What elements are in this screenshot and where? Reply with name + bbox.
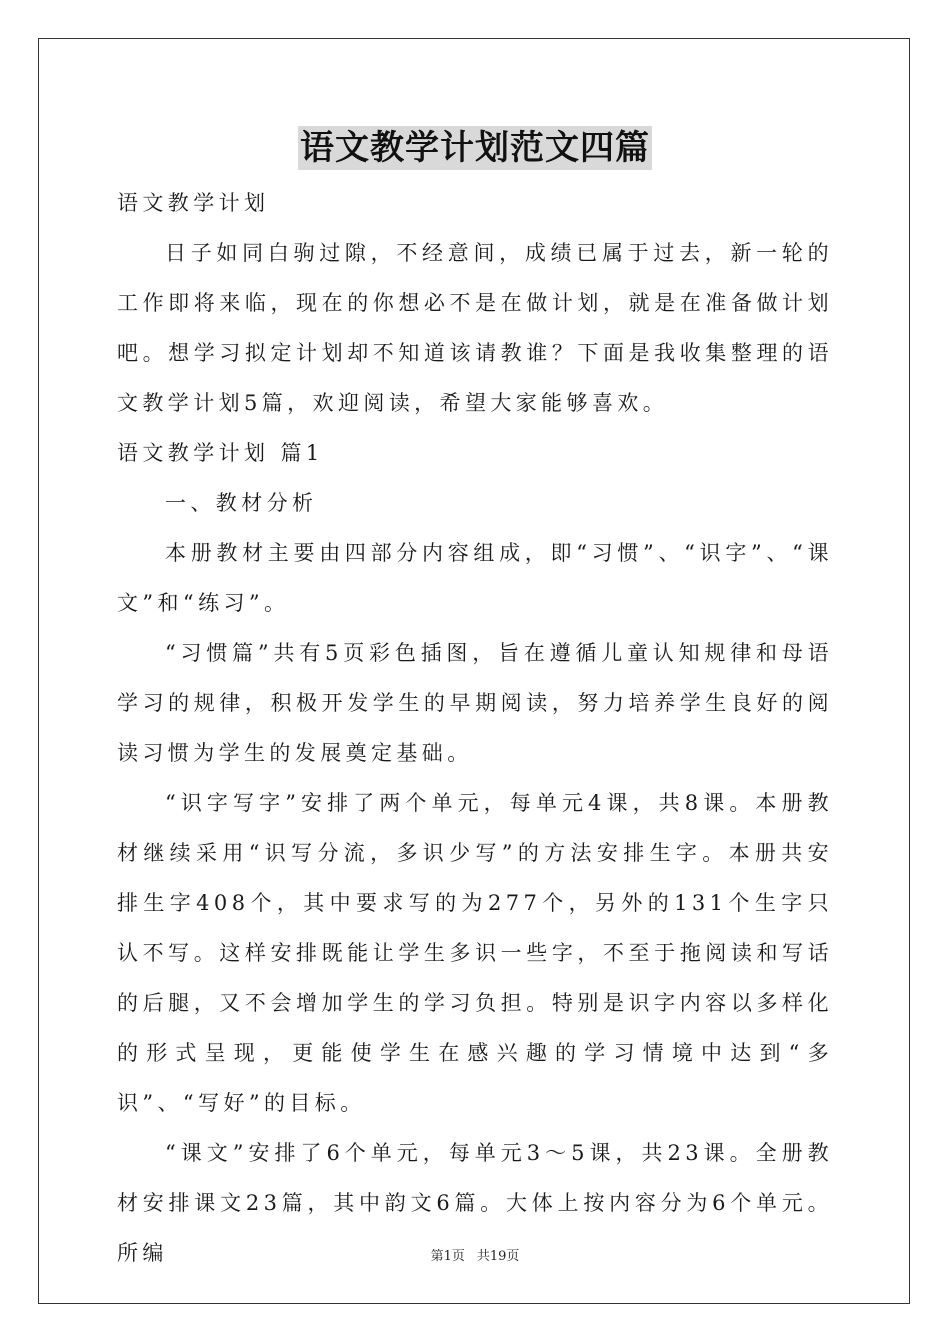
part-heading: 语文教学计划 篇1 bbox=[117, 441, 324, 465]
body-paragraph: “习惯篇”共有5页彩色插图，旨在遵循儿童认知规律和母语学习的规律，积极开发学生的早期阅读，努力培养学生良好的阅读习惯为学生的发展奠定基础。 bbox=[117, 641, 833, 765]
title-container bbox=[0, 126, 950, 170]
section-heading: 语文教学计划 bbox=[117, 191, 270, 215]
page-number: 第1页 bbox=[430, 1249, 465, 1264]
document-body bbox=[117, 178, 833, 1278]
subsection-heading: 一、教材分析 bbox=[165, 491, 318, 515]
document-title: 语文教学计划范文四篇 bbox=[300, 128, 650, 168]
page-total: 共19页 bbox=[476, 1249, 520, 1264]
intro-paragraph: 日子如同白驹过隙，不经意间，成绩已属于过去，新一轮的工作即将来临，现在的你想必不是在做计划，就是在准备做计划吧。想学习拟定计划却不知道该请教谁？下面是我收集整理的语文教学计划5篇，欢迎阅读，希望大家能够喜欢。 bbox=[117, 241, 833, 415]
body-paragraph: “课文”安排了6个单元，每单元3～5课，共23课。全册教材安排课文23篇，其中韵文6篇。大体上按内容分为6个单元。所编 bbox=[117, 1141, 833, 1265]
page-footer bbox=[0, 1248, 950, 1266]
body-paragraph: 本册教材主要由四部分内容组成，即“习惯”、“识字”、“课文”和“练习”。 bbox=[117, 541, 833, 615]
body-paragraph: “识字写字”安排了两个单元，每单元4课，共8课。本册教材继续采用“识写分流，多识少写”的方法安排生字。本册共安排生字408个，其中要求写的为277个，另外的131个生字只认不写。这样安排既能让学生多识一些字，不至于拖阅读和写话的后腿，又不会增加学生的学习负担。特别是识字内容以多样化的形式呈现，更能使学生在感兴趣的学习情境中达到“多识”、“写好”的目标。 bbox=[117, 791, 833, 1115]
